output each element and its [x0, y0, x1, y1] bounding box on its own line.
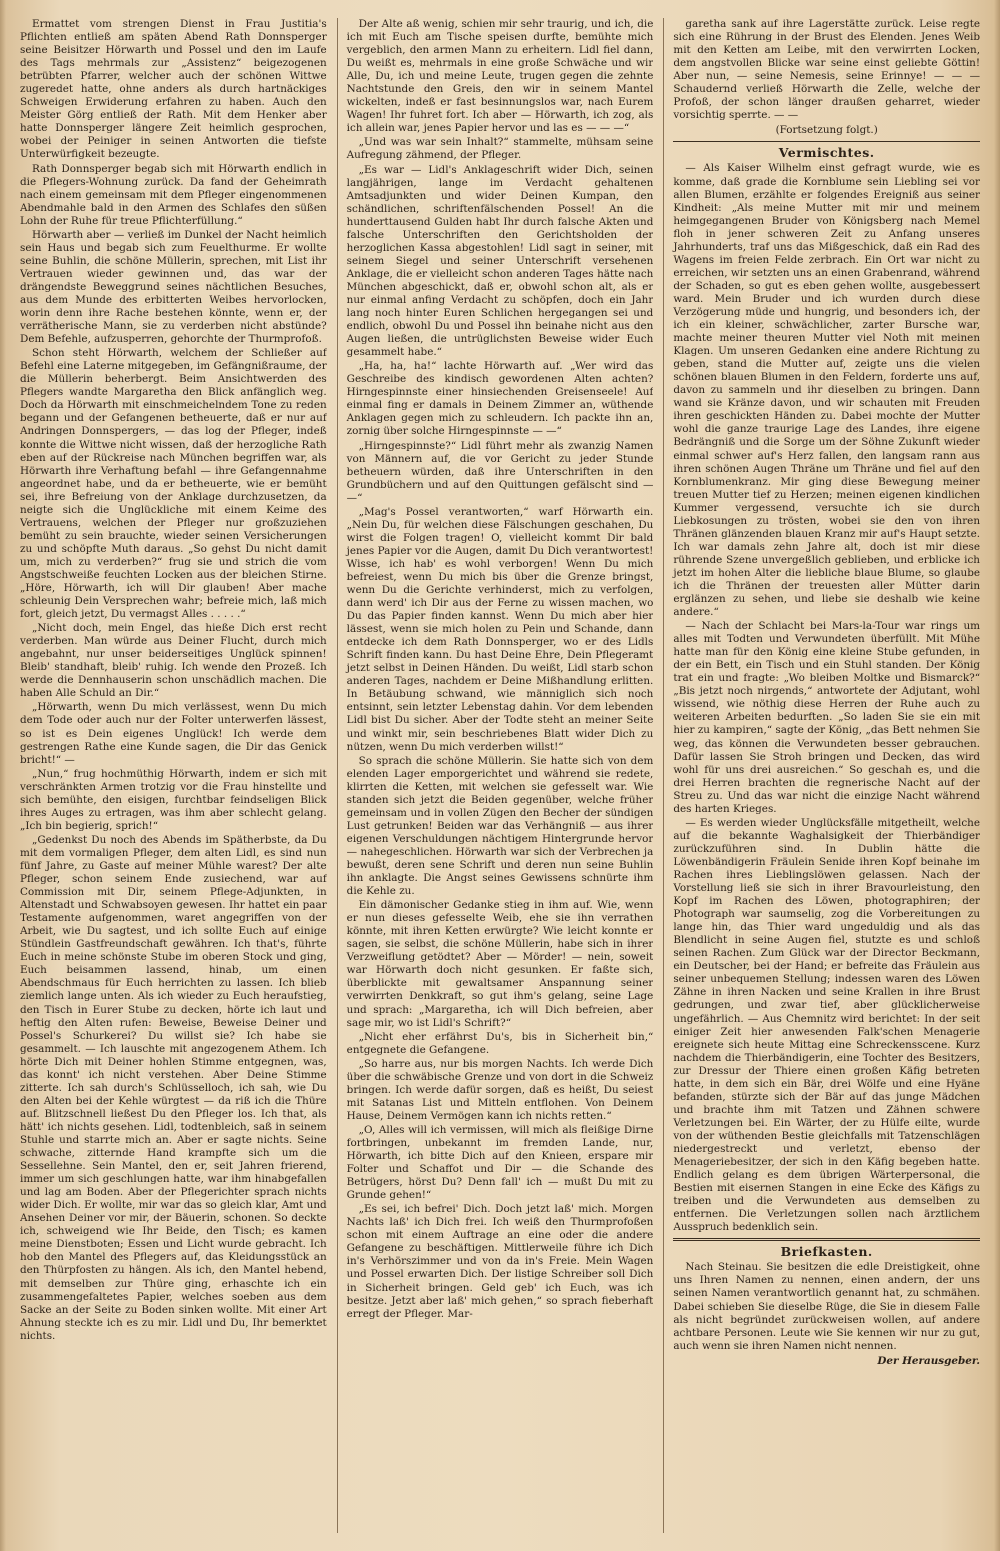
column-1	[20, 18, 327, 1533]
story-paragraph: „Nicht eher erfährst Du's, bis in Sicherheit bin,“ entgegnete die Gefangene.	[346, 1030, 654, 1056]
story-paragraph: garetha sank auf ihre Lagerstätte zurück. Leise regte sich eine Rührung in der Brust des Elenden. Jenes Weib mit den Ketten am Leibe, mit den verwirrten Locken, dem angstvollen Blicke war seine einst geliebte Göttin! Aber nun, — seine Nemesis, seine Erinnye! — — — Schaudernd verließ Hörwarth die Zelle, welche der Profoß, der schon länger draußen geharret, wieder vorsichtig sperrte. — —	[673, 18, 981, 122]
story-paragraph: „So harre aus, nur bis morgen Nachts. Ich werde Dich über die schwäbische Grenze und von dort in die Schweiz bringen. Ich werde dafür sorgen, daß es heißt, Du seiest mit Satanas List und Mitteln entflohen. Von Deinem Hause, Deinem Vermögen kann ich nichts retten.“	[346, 1057, 654, 1122]
story-paragraph: „Hörwarth, wenn Du mich verlässest, wenn Du mich dem Tode oder auch nur der Folter unterwerfen lässest, so ist es Dein eigenes Unglück! Ich werde dem gestrengen Rathe eine Kunde sagen, die Dir das Genick bricht!“ —	[20, 701, 327, 766]
story-paragraph: Rath Donnsperger begab sich mit Hörwarth endlich in die Pflegers-Wohnung zurück. Da fand der Geheimrath nach einem gemeinsam mit dem Pfleger eingenommenen Abendmahle bald in den Armen des Schlafes den süßen Lohn der Ruhe für treue Pflichterfüllung.“	[20, 162, 327, 227]
page-edge-left	[0, 0, 6, 1551]
story-paragraph: „Gedenkst Du noch des Abends im Spätherbste, da Du mit dem vormaligen Pfleger, dem alten Lidl, es sind nun fünf Jahre, zu Gaste auf meiner Mühle warest? Der alte Pfleger, schon seinem Ende zusiechend, war auf Commission mit Dir, seinem Pflege-Adjunkten, in Altenstadt und Schwabsoyen gewesen. Ihr hattet ein paar Testamente aufgenommen, waret angegriffen von der Arbeit, wie Du sagtest, und ich sollte Euch auf einige Stündlein Gastfreundschaft gewähren. Ich that's, führte Euch in meine schönste Stube im oberen Stock und ging, Euch beisammen lassend, hinab, um einen Abendschmaus für Euch herrichten zu lassen. Ich blieb ziemlich lange unten. Als ich wieder zu Euch heraufstieg, den Tisch in Eurer Stube zu decken, hörte ich laut und heftig den Alten rufen: Beweise, Beweise Deiner und Possel's Schurkerei? Du willst sie? Ich habe sie gesammelt. — Ich lauschte mit angezogenem Athem. Ich hörte Dich mit Deiner hohlen Stimme entgegnen, was, das konnt' ich nicht verstehen. Aber Deine Stimme zitterte. Ich sah durch's Schlüsselloch, ich sah, wie Du den Alten bei der Kehle würgtest — da riß ich die Thüre auf. Blitzschnell ließest Du den Pfleger los. Ich that, als hätt' ich nichts gesehen. Lidl, todtenbleich, saß in seinem Stuhle und starrte mich an. Aber er sagte nichts. Seine schwache, zitternde Hand krampfte sich um die Sessellehne. Sein Mantel, den er, seit Jahren frierend, immer um sich geschlungen hatte, war ihm hinabgefallen und lag am Boden. Aber der Pflegerichter sprach nichts wider Dich. Er wollte, mir war das so gleich klar, Amt und Ansehen Deiner vor mir, der Bäuerin, schonen. So deckte ich, schweigend wie Ihr Beide, den Tisch; es kamen meine Dienstboten; Essen und Licht wurde gebracht. Ich hob den Mantel des Pflegers auf, das Kleidungsstück an den Thürpfosten zu hängen. Als ich, den Mantel hebend, mit demselben zur Thüre ging, erhaschte ich ein zusammengefaltetes Papier, welches soeben aus dem Sacke an der Seite zu Boden sinken wollte. Mit einer Art Ahnung steckte ich es zu mir. Lidl und Du, Ihr bemerktet nichts.	[20, 833, 327, 1342]
letterbox-text: Nach Steinau. Sie besitzen die edle Dreistigkeit, ohne uns Ihren Namen zu nennen, einen andern, der uns seinen Namen verantwortlich genannt hat, zu schmähen. Dabei schieben Sie dieselbe Rüge, die Sie in diesem Falle als nicht begründet zurückweisen wollen, auf andere achtbare Personen. Leute wie Sie kennen wir nur zu gut, auch wenn sie ihren Namen nicht nennen.	[673, 1261, 981, 1352]
story-paragraph: „Es sei, ich befrei' Dich. Doch jetzt laß' mich. Morgen Nachts laß' ich Dich frei. Ich weiß den Thurmprofoßen schon mit einem Auftrage an eine oder die andere Gefangene zu beschäftigen. Mittlerweile führe ich Dich in's Verhörszimmer und von da in's Freie. Mein Wagen und Possel erwarten Dich. Der listige Schreiber soll Dich in Sicherheit bringen. Geld geb' ich Euch, was ich besitze. Jetzt aber laß' mich gehen,“ so sprach fieberhaft erregt der Pfleger. Mar-	[346, 1203, 654, 1320]
story-paragraph: „O, Alles will ich vermissen, will mich als fleißige Dirne fortbringen, unbekannt im fremden Lande, nur, Hörwarth, ich bitte Dich auf den Knieen, erspare mir Folter und Schaffot und Dir — die Schande des Betrügers, hörst Du? Denn fall' ich — mußt Du mit zu Grunde gehen!“	[346, 1123, 654, 1202]
column-layout	[20, 18, 980, 1533]
misc-section-heading: Vermischtes.	[778, 145, 875, 161]
page-edge-right	[994, 0, 1000, 1551]
story-paragraph: Ermattet vom strengen Dienst in Frau Justitia's Pflichten entließ am späten Abend Rath Donnsperger seine Beisitzer Hörwarth und Possel und den im Laufe des Tags mehrmals zur „Assistenz“ beigezogenen betrübten Pfarrer, welcher auch der schönen Wittwe zugeredet hatte, ohne anders als durch hartnäckiges Schweigen Erwiderung erfahren zu haben. Auch den Meister Görg entließ der Rath. Mit dem Henker aber hatte Donnsperger längere Zeit heimlich gesprochen, wobei der Peiniger in seinen Antworten die tiefste Unterwürfigkeit bezeugte.	[20, 18, 327, 161]
column-3	[663, 18, 980, 1533]
misc-paragraph: — Nach der Schlacht bei Mars-la-Tour war rings um alles mit Todten und Verwundeten überfüllt. Mit Mühe hatte man für den König eine kleine Stube gefunden, in der ein Bett, ein Tisch und ein Stuhl standen. Der König trat ein und fragte: „Wo bleiben Moltke und Bismarck?“ „Bis jetzt noch nirgends,“ antwortete der Adjutant, wohl wissend, wie nöthig diese Herren der Ruhe auch zu weiteren Arbeiten bedurften. „So laden Sie sie ein mit hier zu kampiren,“ sagte der König, „das Bett nehmen Sie weg, das können die Verwundeten besser gebrauchen. Dafür lassen Sie Stroh bringen und Decken, das wird wohl für uns drei ausreichen.“ So geschah es, und die drei Herren brachten die regnerische Nacht auf der Streu zu. Und das war nicht die einzige Nacht während des harten Krieges.	[673, 620, 981, 815]
column-2	[337, 18, 654, 1533]
story-paragraph: Hörwarth aber — verließ im Dunkel der Nacht heimlich sein Haus und begab sich zum Feuelthurme. Er wollte seine Buhlin, die schöne Müllerin, sprechen, mit List ihr Vertrauen wieder gewinnen und, das war der drängendste Beweggrund seines nächtlichen Besuches, aus dem Munde des erbitterten Weibes hervorlocken, worin denn ihre Rache bestehen könnte, wenn er, der verrätherische Mann, sie zu verderben nicht abstünde? Dem Befehle, aufzusperren, gehorchte der Thurmprofoß.	[20, 228, 327, 346]
misc-paragraph: — Als Kaiser Wilhelm einst gefragt wurde, wie es komme, daß grade die Kornblume sein Liebling sei vor allen Blumen, erzählte er folgendes Ereigniß aus seiner Kindheit: „Als meine Mutter mit mir und meinem heimgegangenen Bruder von Königsberg nach Memel floh in jener schweren Zeit zu Anfang unseres Jahrhunderts, traf uns das Mißgeschick, daß ein Rad des Wagens im freien Felde zerbrach. Ein Ort war nicht zu erreichen, wir setzten uns an einen Grabenrand, während der Schaden, so gut es eben gehen wollte, ausgebessert ward. Mein Bruder und ich wurden durch diese Verzögerung müde und hungrig, und besonders ich, der ich ein kleiner, schwächlicher, zarter Bursche war, machte meiner theuren Mutter viel Noth mit meinen Klagen. Um unseren Gedanken eine andere Richtung zu geben, stand die Mutter auf, zeigte uns die vielen schönen blauen Blumen in den Feldern, forderte uns auf, davon zu sammeln und ihr dieselben zu bringen. Dann wand sie Kränze davon, und wir schauten mit Freuden ihren geschickten Händen zu. Dabei mochte der Mutter wohl die ganze traurige Lage des Landes, ihre eigene Bedrängniß und die Sorge um der Söhne Zukunft wieder einmal schwer auf's Herz fallen, den langsam rann aus ihren schönen Augen Thräne um Thräne und fiel auf den Kornblumenkranz. Mir ging diese Bewegung meiner treuen Mutter tief zu Herzen; meinen eigenen kindlichen Kummer vergessend, versuchte ich sie durch Liebkosungen zu trösten, wobei sie den von ihren Thränen glänzenden blauen Kranz mir auf's Haupt setzte. Ich war damals zehn Jahre alt, doch ist mir diese rührende Szene unvergeßlich geblieben, und erblicke ich jetzt im hohen Alter die liebliche blaue Blume, so glaube ich die Thränen der treuesten aller Mütter darin erglänzen zu sehen, und liebe sie deshalb wie keine andere.“	[673, 162, 981, 619]
story-paragraph: „Nicht doch, mein Engel, das hieße Dich erst recht verderben. Man würde aus Deiner Flucht, durch mich angebahnt, nur unser beiderseitiges Unglück spinnen! Bleib' standhaft, bleib' ruhig. Ich wende den Prozeß. Ich werde die Dennhauserin schon unschädlich machen. Die haben Alle Schuld an Dir.“	[20, 622, 327, 700]
letterbox-heading: Briefkasten.	[780, 1244, 873, 1260]
story-paragraph: „Es war — Lidl's Anklageschrift wider Dich, seinen langjährigen, lange im Verdacht gehaltenen Amtsadjunkten und wider Deinen Kumpan, den schändlichen, schriftenfälschenden Possel! An die hunderttausend Gulden habt Ihr durch falsche Akten und falsche Unterschriften den Gerichtsholden der herzoglichen Kassa abgestohlen! Lidl sagt in seiner, mit seinem Siegel und seiner Unterschrift versehenen Anklage, die er vielleicht schon anderen Tages hätte nach München abgeschickt, daß er, obwohl schon alt, als er nur einmal anfing Verdacht zu schöpfen, doch ein Jahr lang noch hinter Euren Schlichen hergegangen sei und endlich, obwohl Du und Possel ihn beinahe nicht aus den Augen ließen, die untrüglichsten Beweise wider Euch gesammelt habe.“	[346, 163, 654, 359]
story-paragraph: So sprach die schöne Müllerin. Sie hatte sich von dem elenden Lager emporgerichtet und während sie redete, klirrten die Ketten, mit welchen sie gefesselt war. Wie standen sich jetzt die Beiden gegenüber, welche früher gemeinsam und in vollen Zügen den Becher der sündigen Lust getrunken! Beiden war das Verhängniß — aus ihrer eigenen Verschuldungen nächtigem Hintergrunde hervor — nahegeschlichen. Hörwarth war sich der Verbrechen ja bewußt, deren sene Schrift und deren nun seine Buhlin ihn anklagte. Die Angst seines Gewissens schnürte ihm die Kehle zu.	[346, 754, 654, 898]
story-paragraph: „Nun,“ frug hochmüthig Hörwarth, indem er sich mit verschränkten Armen trotzig vor die Frau hinstellte und sich bemühte, den eisigen, furchtbar feindseligen Blick ihres Auges zu ertragen, was ihm aber schlecht gelang. „Ich bin begierig, sprich!“	[20, 767, 327, 832]
story-paragraph: Ein dämonischer Gedanke stieg in ihm auf. Wie, wenn er nun dieses gefesselte Weib, ehe sie ihn verrathen könnte, mit ihren Ketten erwürgte? Wie leicht konnte er sagen, sie selbst, die schöne Müllerin, habe sich in ihrer Verzweiflung getödtet? Aber — Mörder! — nein, soweit war Hörwarth doch nicht gesunken. Er faßte sich, überblickte mit gewaltsamer Anspannung seiner verwirrten Denkkraft, so gut ihm's gelang, seine Lage und sprach: „Margaretha, ich will Dich befreien, aber sage mir, wo ist Lidl's Schrift?“	[346, 899, 654, 1029]
section-divider	[673, 1238, 980, 1241]
story-paragraph: „Mag's Possel verantworten,“ warf Hörwarth ein. „Nein Du, für welchen diese Fälschungen geschahen, Du wirst die Folgen tragen! O, vielleicht kommt Dir bald jenes Papier vor die Augen, damit Du Dich verantwortest! Wisse, ich hab' es wohl verborgen! Wenn Du mich befreiest, wenn Du mich bis über die Grenze bringst, wenn Du die Gerichte verhinderst, mich zu verfolgen, dann werd' ich Dir aus der Ferne zu wissen machen, wo Du das Papier finden kannst. Wenn Du mich aber hier lässest, wenn sie mich holen zu Pein und Schande, dann entdecke ich dem Rath Donnsperger, wo er des Lidls Schrift finden kann. Du hast Deine Ehre, Dein Pflegeramt jetzt selbst in Deinen Händen. Du weißt, Lidl starb schon anderen Tages, nachdem er Deine Mißhandlung erlitten. In Betäubung schwand, wie männiglich sich noch entsinnt, sein letzter Lebenstag dahin. Vor dem lebenden Lidl bist Du sicher. Aber der Todte steht an meiner Seite und winkt mir, sein beschriebenes Blatt wider Dich zu nützen, wenn Du mich verderben willst!“	[346, 505, 654, 753]
editor-signature: Der Herausgeber.	[877, 1354, 981, 1367]
story-paragraph: „Und was war sein Inhalt?“ stammelte, mühsam seine Aufregung zähmend, der Pfleger.	[346, 136, 654, 162]
story-paragraph: Schon steht Hörwarth, welchem der Schließer auf Befehl eine Laterne mitgegeben, im Gefängnißraume, der die Müllerin beherbergt. Beim Ansichtwerden des Pflegers wandte Margaretha den Blick anfänglich weg. Doch da Hörwarth mit einschmeichelndem Tone zu reden begann und der Gefangenen betheuerte, daß er nur auf Andringen Donnspergers, — das log der Pfleger, indeß konnte die Wittwe nicht wissen, daß der herzogliche Rath eben auf der Rückreise nach München begriffen war, als Hörwarth ihre Verhaftung befahl — ihre Gefangennahme angeordnet habe, und da er betheuerte, wie er bemüht sei, ihre Befreiung von der Anklage durchzusetzen, da neigte sich die Unglückliche mit einem Keime des Vertrauens, welchen der Pfleger nur großzuziehen bemüht zu sein brauchte, wieder seinen Versicherungen zu und schöpfte Muth daraus. „So gehst Du nicht damit um, mich zu verderben?“ frug sie und strich die vom Angstschweiße feuchten Locken aus der bleichen Stirne. „Höre, Hörwarth, ich will Dir glauben! Aber mache schleunig Dein Versprechen wahr; befreie mich, laß mich fort, gleich jetzt, Du vermagst Alles . . . . .“	[20, 347, 327, 621]
section-divider	[673, 141, 980, 142]
story-paragraph: „Ha, ha, ha!“ lachte Hörwarth auf. „Wer wird das Geschreibe des kindisch gewordenen Alten achten? Hirngespinnste einer hinsiechenden Greisenseele! Auf einmal fing er damals in Deinem Zimmer an, wüthende Anklagen gegen mich zu schleudern. Ich packte ihn an, zornig über solche Hirngespinnste — —“	[346, 360, 654, 438]
continuation-note: (Fortsetzung folgt.)	[775, 124, 878, 137]
story-paragraph: Der Alte aß wenig, schien mir sehr traurig, und ich, die ich mit Euch am Tische speisen durfte, bemühte mich vergeblich, den armen Mann zu erheitern. Lidl fiel dann, Du weißt es, mehrmals in eine große Schwäche und wir Alle, Du, ich und meine Leute, trugen gegen die zehnte Nachtstunde den Greis, den wir in seinem Mantel wickelten, indeß er fast besinnungslos war, nach Eurem Wagen! Ihr fuhret fort. Ich aber — Hörwarth, ich zog, als ich allein war, jenes Papier hervor und las es — — —“	[346, 18, 654, 135]
misc-paragraph: — Es werden wieder Unglücksfälle mitgetheilt, welche auf die bekannte Waghalsigkeit der Thierbändiger zurückzuführen sind. In Dublin hätte die Löwenbändigerin Fräulein Senide ihren Kopf beinahe im Rachen ihres Lieblingslöwen gelassen. Nach der Vorstellung ließ sie sich in ihrer Bravourleistung, den Kopf im Rachen des Löwen, photographiren; der Photograph war saumselig, zog die Vorbereitungen zu lange hin, das Thier ward ungeduldig und als das Blendlicht in seine Augen fiel, stutzte es und schloß seinen Rachen. Zum Glück war der Director Beckmann, ein Deutscher, bei der Hand; er befreite das Fräulein aus seiner unbequemen Stellung; indessen waren des Löwen Zähne in ihren Nacken und seine Krallen in ihre Brust gedrungen, und zwar tief, aber glücklicherweise ungefährlich. — Aus Chemnitz wird berichtet: In der seit einiger Zeit hier anwesenden Falk'schen Menagerie ereignete sich heute Mittag eine Schreckensscene. Kurz nachdem die Thierbändigerin, eine Tochter des Besitzers, zur Dressur der Thiere einen großen Käfig betreten hatte, in dem sich ein Bär, drei Wölfe und eine Hyäne befanden, stürzte sich der Bär auf das junge Mädchen und brachte ihm mit Tatzen und Zähnen schwere Verletzungen bei. Ein Wärter, der zu Hülfe eilte, wurde von der wüthenden Bestie gleichfalls mit Tatzenschlägen niedergestreckt und verletzt, ebenso der Menageriebesitzer, der sich in den Käfig begeben hatte. Endlich gelang es dem übrigen Wärterpersonal, die Bestien mit eisernen Stangen in eine Ecke des Käfigs zu treiben und die Verwundeten aus demselben zu entfernen. Die Verletzungen sollen nach ärztlichem Ausspruch bedenklich sein.	[673, 816, 981, 1234]
story-paragraph: „Hirngespinnste?“ Lidl führt mehr als zwanzig Namen von Männern auf, die vor Gericht zu jeder Stunde betheuern würden, daß ihre Unterschriften in den Grundbüchern und auf den Quittungen gefälscht sind — —“	[346, 439, 654, 504]
